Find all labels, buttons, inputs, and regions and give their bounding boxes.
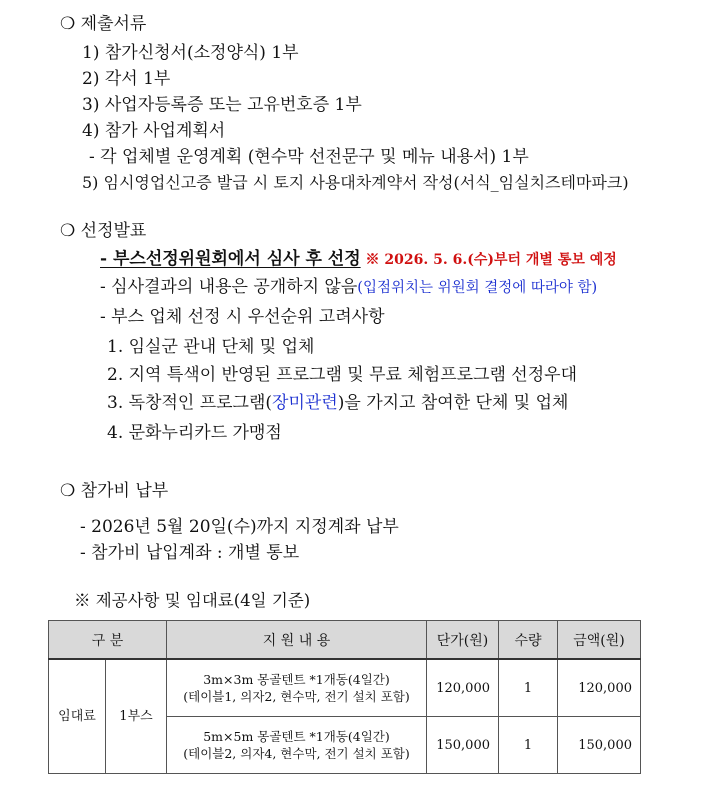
priority-item-3 — [107, 392, 568, 414]
quantity-cell: 1 — [499, 717, 558, 774]
booth-cell: 1부스 — [106, 659, 167, 774]
priority-item-1: 1. 임실군 관내 단체 및 업체 — [107, 337, 315, 357]
priority-item-3-pre: 3. 독창적인 프로그램( — [107, 393, 273, 413]
submission-item-5: 5) 임시영업신고증 발급 시 토지 사용대차계약서 작성(서식_임실치즈테마파크) — [82, 173, 629, 192]
description-cell — [167, 659, 427, 717]
header-unit-price: 단가(원) — [427, 621, 499, 660]
table-header-row — [49, 621, 641, 660]
selection-line-3: - 부스 업체 선정 시 우선순위 고려사항 — [100, 307, 385, 327]
fee-item-2: - 참가비 납입계좌 : 개별 통보 — [80, 543, 300, 563]
selection-notice-date: ※ 2026. 5. 6.(수)부터 개별 통보 예정 — [360, 252, 617, 268]
description-line-2: (테이블2, 의자4, 현수막, 전기 설치 포함) — [183, 746, 410, 761]
priority-item-4: 4. 문화누리카드 가맹점 — [107, 423, 282, 443]
selection-line-2 — [100, 276, 597, 299]
priority-item-3-post: )을 가지고 참여한 단체 및 업체 — [337, 393, 569, 413]
table-row — [49, 659, 641, 717]
amount-cell: 150,000 — [558, 717, 641, 774]
description-cell — [167, 717, 427, 774]
submission-item-4-detail: - 각 업체별 운영계획 (현수막 선전문구 및 메뉴 내용서) 1부 — [89, 147, 529, 167]
quantity-cell: 1 — [499, 659, 558, 717]
header-amount: 금액(원) — [558, 621, 641, 660]
selection-nondisclosure-text: - 심사결과의 내용은 공개하지 않음 — [100, 277, 358, 297]
submission-item-3: 3) 사업자등록증 또는 고유번호증 1부 — [82, 95, 362, 115]
description-line-2: (테이블1, 의자2, 현수막, 전기 설치 포함) — [183, 689, 410, 704]
rental-fee-table — [48, 620, 641, 774]
selection-decision-text: - 부스선정위원회에서 심사 후 선정 — [100, 249, 361, 269]
unit-price-cell: 120,000 — [427, 659, 499, 717]
header-category: 구 분 — [49, 621, 167, 660]
description-line-1: 3m×3m 몽골텐트 *1개동(4일간) — [203, 672, 390, 687]
priority-item-2: 2. 지역 특색이 반영된 프로그램 및 무료 체험프로그램 선정우대 — [107, 365, 577, 385]
submission-item-4: 4) 참가 사업계획서 — [82, 121, 226, 141]
fee-item-1: - 2026년 5월 20일(수)까지 지정계좌 납부 — [80, 517, 399, 537]
submission-item-2: 2) 각서 1부 — [82, 69, 171, 89]
fee-heading: ❍ 참가비 납부 — [60, 481, 169, 501]
amount-cell: 120,000 — [558, 659, 641, 717]
header-quantity: 수량 — [499, 621, 558, 660]
submission-item-1: 1) 참가신청서(소정양식) 1부 — [82, 43, 299, 63]
table-title: ※ 제공사항 및 임대료(4일 기준) — [74, 591, 311, 610]
selection-heading: ❍ 선정발표 — [60, 221, 147, 241]
submission-heading: ❍ 제출서류 — [60, 14, 147, 34]
selection-line-1 — [100, 248, 617, 271]
category-cell: 임대료 — [49, 659, 106, 774]
priority-item-3-highlight: 장미관련 — [272, 393, 338, 413]
selection-location-note: (입점위치는 위원회 결정에 따라야 함) — [357, 280, 598, 296]
description-line-1: 5m×5m 몽골텐트 *1개동(4일간) — [203, 729, 390, 744]
header-content: 지 원 내 용 — [167, 621, 427, 660]
unit-price-cell: 150,000 — [427, 717, 499, 774]
